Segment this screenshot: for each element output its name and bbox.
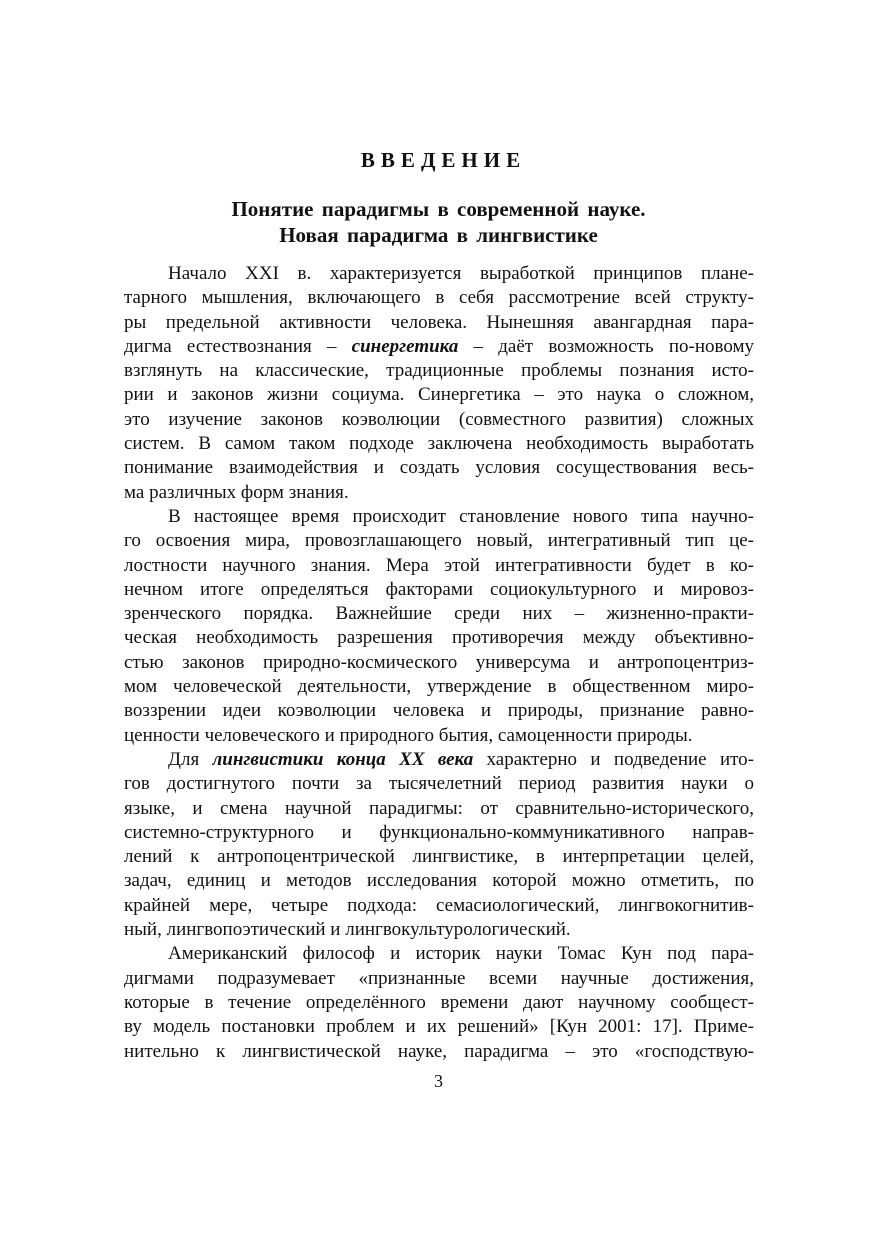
text-line: задач, единиц и методов исследования которой можно отметить, по [124,870,754,892]
text-segment: дигма естествознания – [124,335,352,357]
text-line: стью законов природно-космического универсума и антропоцентриз- [124,651,754,673]
text-segment: Для [168,748,213,770]
subtitle-line-2: Новая парадигма в лингвистике [279,223,598,247]
emphasis-term: лингвистики конца XX века [212,748,474,770]
text-line: го освоения мира, провозглашающего новый, интегративный тип це- [124,530,754,552]
text-line: ры предельной активности человека. Нынешняя авангардная пара- [124,311,754,333]
text-line: мом человеческой деятельности, утверждение в общественном миро- [124,676,754,698]
text-line: лений к антропоцентрической лингвистике, в интерпретации целей, [124,846,754,868]
text-line [124,335,754,359]
text-line: ценности человеческого и природного бытия, самоценности природы. [124,724,693,746]
text-line: языке, и смена научной парадигмы: от сравнительно-исторического, [124,797,754,819]
text-line: системно-структурного и функционально-коммуникативного направ- [124,821,754,843]
text-line: В настоящее время происходит становление нового типа научно- [168,505,754,527]
text-line: Начало XXI в. характеризуется выработкой принципов плане- [168,263,754,284]
text-line: это изучение законов коэволюции (совместного развития) сложных [124,408,754,430]
paragraph-2 [124,505,754,748]
paragraph-3 [124,748,754,942]
text-line: взглянуть на классические, традиционные проблемы познания исто- [124,360,754,382]
text-line: лостности научного знания. Мера этой интегративности будет в ко- [124,554,754,576]
text-line: понимание взаимодействия и создать условия сосуществования весь- [124,457,754,479]
text-line: нечном итоге определяться факторами социокультурного и мировоз- [124,578,754,600]
text-line: ву модель постановки проблем и их решений» [Кун 2001: 17]. Приме- [124,1016,754,1038]
paragraph-1 [124,262,754,505]
text-line: которые в течение определённого времени дают научному сообщест- [124,991,754,1013]
text-line: рии и законов жизни социума. Синергетика – это наука о сложном, [124,384,754,406]
text-segment: – даёт возможность по-новому [458,335,754,357]
section-subtitle [0,196,877,248]
text-segment: характерно и подведение ито- [473,748,755,770]
section-heading: ВВЕДЕНИЕ [360,148,527,172]
text-line: воззрении идеи коэволюции человека и природы, признание равно- [124,700,754,722]
emphasis-term: синергетика [351,335,459,357]
text-line: крайней мере, четыре подхода: семасиологический, лингвокогнитив- [124,894,754,916]
text-line: тарного мышления, включающего в себя рассмотрение всей структу- [124,287,754,309]
text-line: систем. В самом таком подходе заключена необходимость выработать [124,433,754,455]
text-line [124,748,754,772]
text-line: ный, лингвопоэтический и лингвокультурологический. [124,919,571,941]
body-text [124,262,754,1064]
text-line: нительно к лингвистической науке, парадигма – это «господствую- [124,1040,754,1062]
text-line: Американский философ и историк науки Томас Кун под пара- [168,943,754,965]
text-line: дигмами подразумевает «признанные всеми научные достижения, [124,967,754,989]
text-line: зренческого порядка. Важнейшие среди них – жизненно-практи- [124,603,754,625]
text-line: ческая необходимость разрешения противоречия между объективно- [124,627,754,649]
text-line: гов достигнутого почти за тысячелетний период развития науки о [124,773,754,795]
page-number: 3 [434,1071,443,1091]
subtitle-line-1: Понятие парадигмы в современной науке. [231,197,646,221]
text-line: ма различных форм знания. [124,481,349,503]
paragraph-4 [124,942,754,1063]
